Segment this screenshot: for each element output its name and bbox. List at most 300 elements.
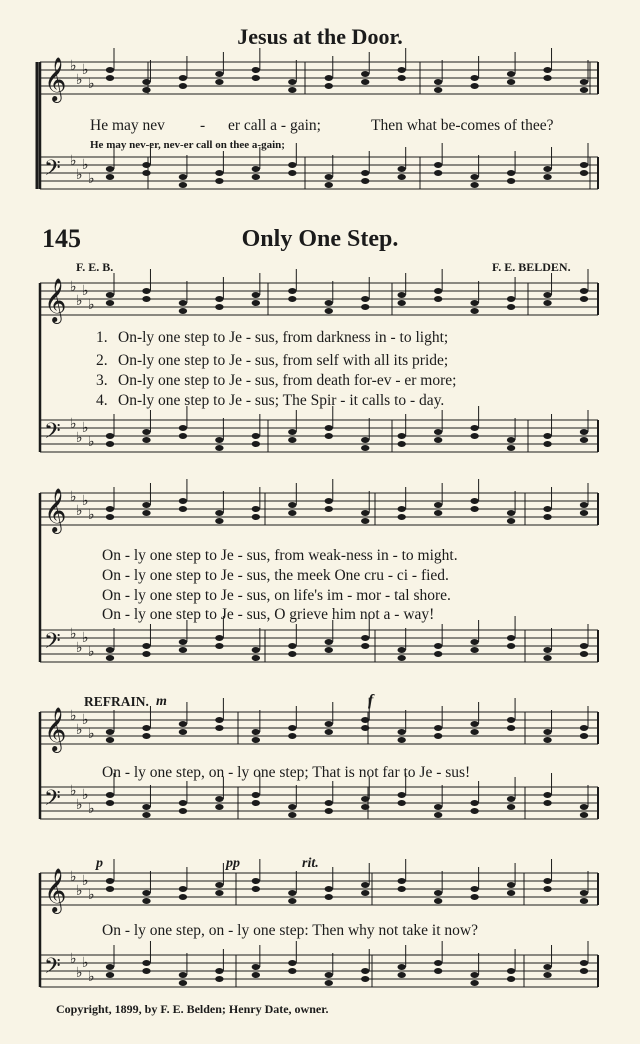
note-head	[470, 972, 478, 978]
flat-icon: ♭	[82, 157, 89, 173]
note-head	[106, 972, 114, 978]
note-head	[543, 729, 551, 735]
note-head	[580, 296, 588, 302]
note-head	[434, 890, 442, 896]
note-head	[252, 729, 260, 735]
note-head	[252, 166, 260, 172]
note-head	[507, 79, 515, 85]
note-head	[215, 717, 223, 723]
note-head	[325, 75, 333, 81]
note-head	[580, 804, 588, 810]
note-head	[507, 178, 515, 184]
note-head	[580, 510, 588, 516]
note-head	[507, 796, 515, 802]
flat-icon: ♭	[76, 797, 83, 813]
bass-clef-icon: 𝄢	[44, 629, 61, 659]
note-head	[288, 812, 296, 818]
note-head	[543, 514, 551, 520]
note-head	[434, 960, 442, 966]
note-head	[252, 964, 260, 970]
note-head	[106, 441, 114, 447]
note-head	[470, 83, 478, 89]
note-head	[142, 510, 150, 516]
note-head	[179, 972, 187, 978]
note-head	[434, 87, 442, 93]
treble-clef-icon: 𝄞	[44, 57, 67, 101]
note-head	[106, 166, 114, 172]
bass-clef-icon: 𝄢	[44, 156, 61, 186]
note-head	[397, 75, 405, 81]
note-head	[179, 83, 187, 89]
note-head	[179, 647, 187, 653]
note-head	[325, 639, 333, 645]
prev-lyric-3: er call a - gain;	[228, 117, 321, 134]
note-head	[215, 518, 223, 524]
note-head	[434, 170, 442, 176]
note-head	[361, 635, 369, 641]
flat-icon: ♭	[70, 489, 77, 505]
note-head	[106, 433, 114, 439]
note-head	[325, 647, 333, 653]
note-head	[325, 498, 333, 504]
note-head	[397, 886, 405, 892]
note-head	[179, 300, 187, 306]
note-head	[325, 894, 333, 900]
note-head	[142, 502, 150, 508]
note-head	[325, 808, 333, 814]
flat-icon: ♭	[88, 297, 95, 313]
note-head	[106, 737, 114, 743]
flat-icon: ♭	[82, 787, 89, 803]
note-head	[288, 162, 296, 168]
note-head	[543, 433, 551, 439]
note-head	[215, 510, 223, 516]
note-head	[142, 651, 150, 657]
dynamic-pp: pp	[226, 856, 240, 871]
note-head	[507, 725, 515, 731]
note-head	[288, 733, 296, 739]
note-head	[215, 976, 223, 982]
verse-line: 1. On-ly one step to Je - sus, from darkness in - to light;	[96, 329, 449, 346]
dynamic-p: p	[96, 856, 103, 871]
note-head	[106, 729, 114, 735]
note-head	[361, 643, 369, 649]
note-head	[580, 437, 588, 443]
note-head	[507, 510, 515, 516]
note-head	[470, 729, 478, 735]
bass-clef-icon: 𝄢	[44, 954, 61, 984]
note-head	[470, 639, 478, 645]
note-head	[325, 182, 333, 188]
note-head	[361, 296, 369, 302]
note-head	[179, 498, 187, 504]
note-head	[142, 429, 150, 435]
note-head	[470, 800, 478, 806]
note-head	[580, 170, 588, 176]
note-head	[325, 506, 333, 512]
note-head	[470, 300, 478, 306]
note-head	[580, 288, 588, 294]
note-head	[288, 968, 296, 974]
note-head	[580, 429, 588, 435]
note-head	[543, 964, 551, 970]
note-head	[434, 79, 442, 85]
note-head	[434, 510, 442, 516]
note-head	[470, 425, 478, 431]
note-head	[179, 182, 187, 188]
flat-icon: ♭	[88, 434, 95, 450]
verse-line: 4. On-ly one step to Je - sus; The Spir - it calls to - day.	[96, 392, 445, 409]
note-head	[580, 968, 588, 974]
note-head	[470, 894, 478, 900]
refrain-line-1: On - ly one step, on - ly one step; That is not far to Je - sus!	[102, 764, 471, 781]
note-head	[288, 510, 296, 516]
note-head	[142, 170, 150, 176]
note-head	[325, 425, 333, 431]
note-head	[361, 804, 369, 810]
note-head	[325, 433, 333, 439]
hymn-title: Only One Step.	[241, 226, 399, 252]
note-head	[361, 976, 369, 982]
note-head	[470, 808, 478, 814]
flat-icon: ♭	[70, 708, 77, 724]
note-head	[325, 729, 333, 735]
note-head	[397, 737, 405, 743]
note-head	[434, 968, 442, 974]
note-head	[507, 296, 515, 302]
prev-hymn-title: Jesus at the Door.	[237, 24, 403, 49]
note-head	[142, 812, 150, 818]
note-head	[325, 886, 333, 892]
note-head	[106, 292, 114, 298]
note-head	[361, 304, 369, 310]
note-head	[397, 433, 405, 439]
note-head	[507, 717, 515, 723]
note-head	[361, 796, 369, 802]
verse-line: On - ly one step to Je - sus, O grieve him not a - way!	[102, 606, 435, 623]
note-head	[543, 972, 551, 978]
note-head	[507, 635, 515, 641]
note-head	[106, 800, 114, 806]
flat-icon: ♭	[88, 726, 95, 742]
note-head	[215, 804, 223, 810]
note-head	[142, 733, 150, 739]
note-head	[507, 170, 515, 176]
note-head	[288, 725, 296, 731]
note-head	[543, 737, 551, 743]
note-head	[580, 651, 588, 657]
flat-icon: ♭	[76, 965, 83, 981]
music-credit: F. E. BELDEN.	[492, 260, 571, 274]
note-head	[543, 800, 551, 806]
note-head	[543, 655, 551, 661]
note-head	[434, 804, 442, 810]
note-head	[434, 725, 442, 731]
note-head	[252, 972, 260, 978]
note-head	[580, 733, 588, 739]
note-head	[106, 506, 114, 512]
hymn-number: 145	[42, 224, 81, 253]
note-head	[470, 174, 478, 180]
note-head	[507, 643, 515, 649]
note-head	[507, 976, 515, 982]
flat-icon: ♭	[76, 722, 83, 738]
note-head	[288, 296, 296, 302]
note-head	[470, 721, 478, 727]
note-head	[106, 174, 114, 180]
flat-icon: ♭	[76, 430, 83, 446]
note-head	[288, 170, 296, 176]
note-head	[543, 174, 551, 180]
note-head	[215, 635, 223, 641]
flat-icon: ♭	[82, 283, 89, 299]
note-head	[470, 182, 478, 188]
note-head	[106, 67, 114, 73]
note-head	[106, 647, 114, 653]
note-head	[434, 296, 442, 302]
note-head	[179, 308, 187, 314]
note-head	[470, 647, 478, 653]
copyright-notice: Copyright, 1899, by F. E. Belden; Henry Date, owner.	[56, 1002, 329, 1016]
note-head	[543, 506, 551, 512]
verse-line: 3. On-ly one step to Je - sus, from death for-ev - er more;	[96, 372, 457, 389]
flat-icon: ♭	[70, 869, 77, 885]
note-head	[142, 437, 150, 443]
note-head	[470, 506, 478, 512]
note-head	[507, 71, 515, 77]
note-head	[325, 972, 333, 978]
note-head	[288, 890, 296, 896]
note-head	[325, 308, 333, 314]
note-head	[361, 717, 369, 723]
note-head	[325, 300, 333, 306]
note-head	[142, 960, 150, 966]
note-head	[179, 425, 187, 431]
flat-icon: ♭	[88, 644, 95, 660]
note-head	[179, 980, 187, 986]
note-head	[470, 308, 478, 314]
note-head	[179, 894, 187, 900]
note-head	[106, 75, 114, 81]
refrain-label: REFRAIN.	[84, 694, 149, 709]
note-head	[215, 445, 223, 451]
note-head	[580, 162, 588, 168]
note-head	[142, 804, 150, 810]
note-head	[215, 170, 223, 176]
note-head	[215, 643, 223, 649]
note-head	[470, 886, 478, 892]
note-head	[361, 178, 369, 184]
note-head	[543, 300, 551, 306]
note-head	[288, 437, 296, 443]
note-head	[543, 441, 551, 447]
note-head	[543, 647, 551, 653]
note-head	[397, 506, 405, 512]
note-head	[142, 725, 150, 731]
note-head	[252, 174, 260, 180]
note-head	[470, 433, 478, 439]
note-head	[179, 174, 187, 180]
note-head	[543, 292, 551, 298]
note-head	[252, 737, 260, 743]
words-credit: F. E. B.	[76, 260, 114, 274]
note-head	[325, 83, 333, 89]
flat-icon: ♭	[88, 507, 95, 523]
note-head	[252, 292, 260, 298]
note-head	[470, 75, 478, 81]
note-head	[580, 725, 588, 731]
note-head	[106, 514, 114, 520]
note-head	[106, 655, 114, 661]
note-head	[288, 79, 296, 85]
note-head	[543, 886, 551, 892]
note-head	[361, 882, 369, 888]
note-head	[215, 890, 223, 896]
flat-icon: ♭	[76, 503, 83, 519]
note-head	[252, 800, 260, 806]
flat-icon: ♭	[70, 783, 77, 799]
note-head	[434, 651, 442, 657]
prev-bass-lyric: He may nev-er, nev-er call on thee a-gain;	[90, 139, 285, 151]
note-head	[434, 898, 442, 904]
flat-icon: ♭	[82, 420, 89, 436]
note-head	[179, 433, 187, 439]
note-head	[252, 300, 260, 306]
flat-icon: ♭	[76, 293, 83, 309]
note-head	[397, 729, 405, 735]
note-head	[252, 67, 260, 73]
prev-lyric-2: -	[200, 117, 206, 134]
note-head	[106, 964, 114, 970]
note-head	[397, 655, 405, 661]
note-head	[397, 441, 405, 447]
note-head	[507, 445, 515, 451]
note-head	[543, 792, 551, 798]
treble-clef-icon: 𝄞	[44, 488, 67, 532]
note-head	[288, 288, 296, 294]
note-head	[325, 980, 333, 986]
note-head	[507, 437, 515, 443]
note-head	[142, 968, 150, 974]
note-head	[397, 67, 405, 73]
verse-line: On - ly one step to Je - sus, from weak-ness in - to might.	[102, 547, 458, 564]
note-head	[470, 980, 478, 986]
note-head	[252, 514, 260, 520]
note-head	[397, 514, 405, 520]
note-head	[288, 643, 296, 649]
flat-icon: ♭	[70, 951, 77, 967]
note-head	[397, 647, 405, 653]
note-head	[288, 804, 296, 810]
flat-icon: ♭	[70, 279, 77, 295]
note-head	[215, 79, 223, 85]
flat-icon: ♭	[88, 171, 95, 187]
note-head	[434, 162, 442, 168]
note-head	[397, 166, 405, 172]
note-head	[434, 437, 442, 443]
flat-icon: ♭	[88, 801, 95, 817]
note-head	[434, 733, 442, 739]
note-head	[361, 445, 369, 451]
note-head	[106, 878, 114, 884]
treble-clef-icon: 𝄞	[44, 868, 67, 912]
note-head	[434, 812, 442, 818]
note-head	[215, 71, 223, 77]
verse-line: On - ly one step to Je - sus, the meek One cru - ci - fied.	[102, 567, 449, 584]
flat-icon: ♭	[76, 167, 83, 183]
note-head	[142, 79, 150, 85]
note-head	[252, 75, 260, 81]
note-head	[325, 174, 333, 180]
note-head	[361, 79, 369, 85]
note-head	[252, 441, 260, 447]
note-head	[397, 800, 405, 806]
treble-clef-icon: 𝄞	[44, 707, 67, 751]
prev-lyric-4: Then what be-comes of thee?	[371, 117, 554, 134]
bass-clef-icon: 𝄢	[44, 786, 61, 816]
note-head	[507, 304, 515, 310]
verse-line: 2. On-ly one step to Je - sus, from self with all its pride;	[96, 352, 449, 369]
refrain-line-2: On - ly one step, on - ly one step: Then why not take it now?	[102, 922, 478, 939]
note-head	[543, 878, 551, 884]
flat-icon: ♭	[76, 72, 83, 88]
note-head	[252, 433, 260, 439]
note-head	[434, 288, 442, 294]
note-head	[179, 886, 187, 892]
note-head	[361, 170, 369, 176]
note-head	[361, 968, 369, 974]
note-head	[252, 878, 260, 884]
note-head	[397, 972, 405, 978]
flat-icon: ♭	[70, 416, 77, 432]
note-head	[106, 300, 114, 306]
note-head	[288, 429, 296, 435]
note-head	[288, 960, 296, 966]
note-head	[252, 647, 260, 653]
note-head	[252, 655, 260, 661]
note-head	[434, 502, 442, 508]
note-head	[142, 162, 150, 168]
treble-clef-icon: 𝄞	[44, 278, 67, 322]
note-head	[106, 886, 114, 892]
flat-icon: ♭	[82, 955, 89, 971]
bass-clef-icon: 𝄢	[44, 419, 61, 449]
note-head	[179, 721, 187, 727]
note-head	[252, 792, 260, 798]
note-head	[215, 437, 223, 443]
note-head	[361, 890, 369, 896]
note-head	[215, 725, 223, 731]
note-head	[580, 890, 588, 896]
flat-icon: ♭	[82, 712, 89, 728]
note-head	[142, 87, 150, 93]
note-head	[179, 729, 187, 735]
note-head	[106, 792, 114, 798]
note-head	[434, 429, 442, 435]
dynamic-f: f	[368, 692, 374, 709]
note-head	[361, 510, 369, 516]
flat-icon: ♭	[82, 630, 89, 646]
note-head	[543, 75, 551, 81]
note-head	[580, 812, 588, 818]
note-head	[142, 898, 150, 904]
note-head	[580, 79, 588, 85]
note-head	[215, 796, 223, 802]
note-head	[215, 968, 223, 974]
note-head	[397, 964, 405, 970]
note-head	[142, 890, 150, 896]
note-head	[361, 725, 369, 731]
